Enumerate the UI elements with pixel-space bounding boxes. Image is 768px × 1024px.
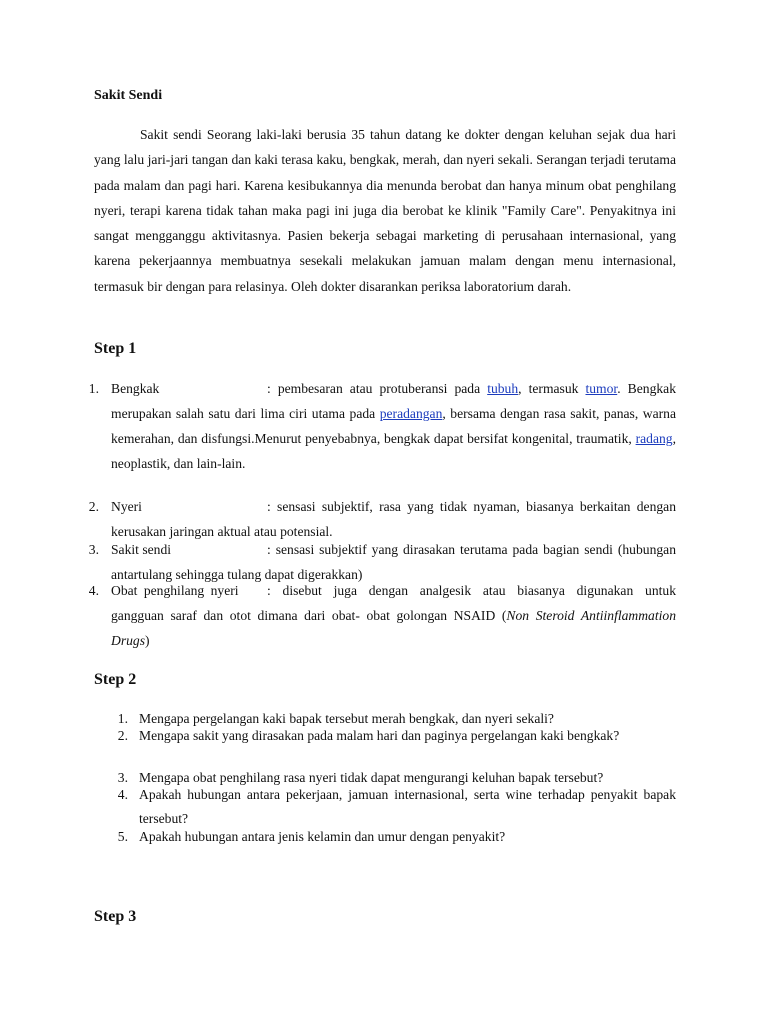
step1-item-number: 3.: [88, 542, 99, 557]
question-item: Apakah hubungan antara jenis kelamin dan umur dengan penyakit?: [139, 829, 506, 844]
term-label: Nyeri: [111, 499, 142, 514]
document-title: Sakit Sendi: [94, 88, 163, 103]
step1-item-obat: [111, 578, 676, 653]
definition-text: , termasuk: [518, 381, 586, 396]
term-label: Obat penghilang nyeri: [111, 583, 239, 598]
definition-text: : pembesaran atau protuberansi pada: [267, 381, 488, 396]
link-tubuh[interactable]: tubuh: [487, 381, 519, 396]
link-tumor[interactable]: tumor: [585, 381, 618, 396]
definition-text: . Bengkak merupakan salah satu dari lima ciri utama pada: [111, 381, 676, 421]
question-number: 2.: [117, 728, 128, 743]
definition-text: , neoplastik, dan lain-lain.: [111, 431, 676, 471]
link-peradangan[interactable]: peradangan: [379, 406, 443, 421]
question-item: Mengapa obat penghilang rasa nyeri tidak dapat mengurangi keluhan bapak tersebut?: [139, 770, 604, 785]
question-item: Apakah hubungan antara pekerjaan, jamuan internasional, serta wine terhadap penyakit bapak tersebut?: [139, 787, 676, 826]
step1-item-number: 1.: [88, 381, 99, 396]
step1-item-number: 4.: [88, 583, 99, 598]
definition-text: ): [145, 633, 150, 648]
term-label: Sakit sendi: [111, 542, 172, 557]
definition-text: : sensasi subjektif yang dirasakan terutama pada bagian sendi (hubungan antartulang sehingga tulang dapat digerakkan): [111, 542, 676, 582]
definition-text: , bersama dengan rasa sakit, panas, warna kemerahan, dan disfungsi.Menurut penyebabnya, bengkak dapat bersifat kongenital, traumatik,: [111, 406, 676, 446]
definition-text: : sensasi subjektif, rasa yang tidak nyaman, biasanya berkaitan dengan kerusakan jaringan aktual atau potensial.: [111, 499, 676, 539]
question-number: 5.: [117, 829, 128, 844]
link-radang[interactable]: radang: [635, 431, 673, 446]
step2-heading: Step 2: [94, 671, 137, 688]
step1-item-bengkak: [111, 376, 676, 476]
case-paragraph: [94, 122, 676, 299]
question-number: 3.: [117, 770, 128, 785]
question-item: Mengapa pergelangan kaki bapak tersebut merah bengkak, dan nyeri sekali?: [139, 711, 554, 726]
question-item: Mengapa sakit yang dirasakan pada malam hari dan paginya pergelangan kaki bengkak?: [139, 728, 620, 743]
term-label: Bengkak: [111, 381, 160, 396]
step1-item-number: 2.: [88, 499, 99, 514]
step1-heading: Step 1: [94, 340, 137, 357]
question-number: 1.: [117, 711, 128, 726]
definition-text: : disebut juga dengan analgesik atau biasanya digunakan untuk gangguan saraf dan otot dimana dari obat- obat golongan NSAID (: [111, 583, 676, 623]
step3-heading: Step 3: [94, 908, 137, 925]
case-paragraph-text: Sakit sendi Seorang laki-laki berusia 35 tahun datang ke dokter dengan keluhan sejak dua hari yang lalu jari-jari tangan dan kaki terasa kaku, bengkak, merah, dan nyeri sekali. Serangan terjadi terutama pada malam dan pagi hari. Karena kesibukannya dia menunda berobat dan hanya minum obat penghilang nyeri, terapi karena tidak tahan maka pagi ini juga dia berobat ke klinik "Family Care". Penyakitnya ini sangat mengganggu aktivitasnya. Pasien bekerja sebagai marketing di perusahaan internasional, yang karena pekerjaannya membuatnya sesekali melakukan jamuan malam dengan menu internasional, termasuk bir dengan para relasinya. Oleh dokter disarankan periksa laboratorium darah.: [94, 127, 676, 294]
definition-italic-text: Non Steroid Antiinflammation Drugs: [111, 608, 677, 648]
question-number: 4.: [117, 787, 128, 802]
